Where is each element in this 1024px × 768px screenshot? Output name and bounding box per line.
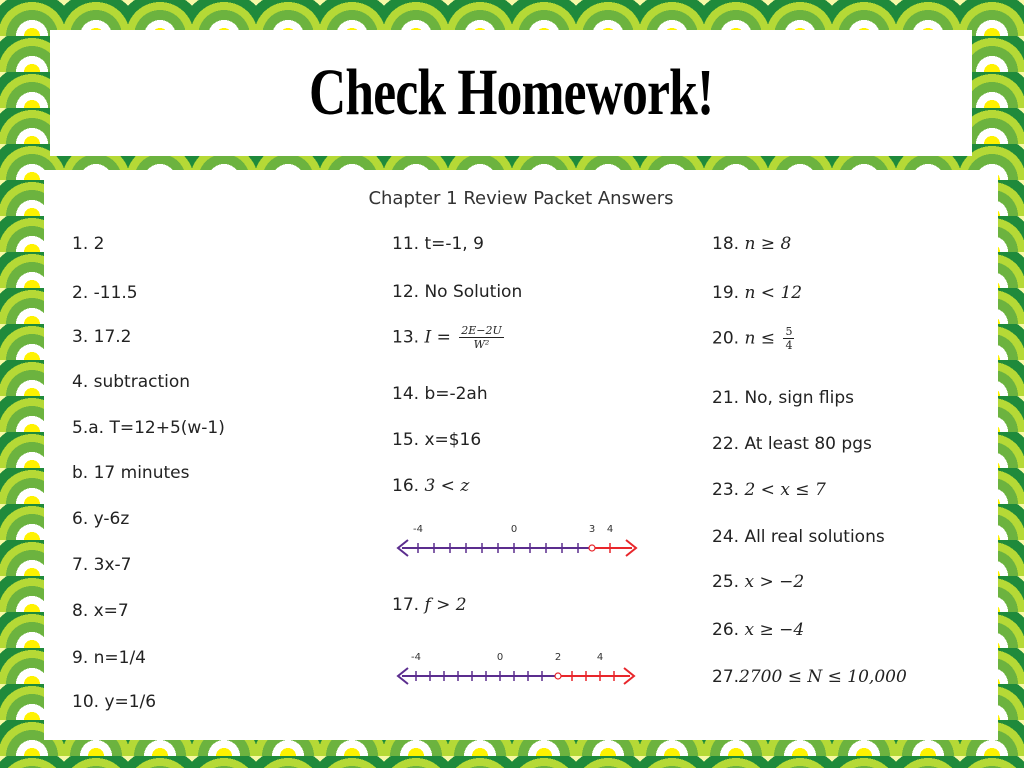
answer-sheet	[44, 170, 998, 740]
answer-20-expr: n ≤	[744, 328, 776, 349]
answer-16	[392, 476, 469, 496]
answer-24: 24. All real solutions	[712, 527, 885, 547]
answer-25-number: 25.	[712, 572, 740, 592]
answer-14: 14. b=-2ah	[392, 384, 488, 404]
answer-17-number: 17.	[392, 595, 420, 615]
answer-7: 7. 3x-7	[72, 555, 132, 575]
answer-13-lhs: I =	[424, 327, 451, 348]
number-line-16	[394, 518, 644, 564]
answer-23-expr: 2 < x ≤ 7	[744, 480, 826, 500]
answer-5b: b. 17 minutes	[72, 463, 190, 483]
number-line-17-open-point	[555, 673, 561, 679]
answer-25	[712, 572, 804, 592]
answer-26-number: 26.	[712, 620, 740, 640]
answer-19-expr: n < 12	[744, 283, 803, 303]
answer-18-number: 18.	[712, 234, 740, 254]
answer-20-fraction	[783, 325, 794, 352]
answer-15: 15. x=$16	[392, 430, 482, 450]
answer-18	[712, 234, 791, 254]
answer-19-number: 19.	[712, 283, 740, 303]
answer-12: 12. No Solution	[392, 282, 523, 302]
answer-18-expr: n ≥ 8	[744, 234, 792, 254]
answer-13-number: 13.	[392, 327, 420, 348]
answer-9: 9. n=1/4	[72, 648, 147, 668]
answer-27	[712, 667, 907, 687]
answer-26-expr: x ≥ −4	[744, 620, 805, 640]
answer-20	[712, 325, 794, 352]
answer-21: 21. No, sign flips	[712, 388, 854, 408]
answer-13	[392, 324, 504, 351]
answer-20-numerator: 5	[785, 325, 793, 338]
answer-23	[712, 480, 826, 500]
answer-2: 2. -11.5	[72, 283, 138, 303]
answer-11: 11. t=-1, 9	[392, 234, 484, 254]
number-line-17-label-d: 4	[596, 652, 604, 663]
answer-13-numerator: 2E−2U	[461, 324, 502, 337]
answer-6: 6. y-6z	[72, 509, 130, 529]
number-line-16-label-d: 4	[606, 524, 614, 535]
number-line-16-open-point	[589, 545, 595, 551]
answer-16-expr: 3 < z	[424, 476, 470, 496]
answer-8: 8. x=7	[72, 601, 129, 621]
title-banner	[50, 30, 972, 156]
packet-heading: Chapter 1 Review Packet Answers	[368, 188, 674, 209]
answer-1: 1. 2	[72, 234, 105, 254]
answer-17-expr: f > 2	[424, 595, 467, 615]
answer-20-number: 20.	[712, 328, 740, 349]
answer-5a: 5.a. T=12+5(w-1)	[72, 418, 225, 438]
answer-3: 3. 17.2	[72, 327, 132, 347]
number-line-17	[394, 646, 644, 692]
answer-13-denominator: W²	[473, 338, 490, 351]
page-title: Check Homework!	[308, 56, 714, 129]
answer-13-fraction	[459, 324, 504, 351]
answer-26	[712, 620, 804, 640]
answer-16-number: 16.	[392, 476, 420, 496]
number-line-17-label-a: -4	[411, 652, 421, 663]
answer-25-expr: x > −2	[744, 572, 805, 592]
number-line-16-label-a: -4	[413, 524, 423, 535]
answer-22: 22. At least 80 pgs	[712, 434, 872, 454]
answer-17	[392, 595, 467, 615]
answer-10: 10. y=1/6	[72, 692, 157, 712]
answer-20-denominator: 4	[785, 339, 793, 352]
number-line-17-label-c: 2	[554, 652, 562, 663]
answer-19	[712, 283, 802, 303]
answer-4: 4. subtraction	[72, 372, 191, 392]
answer-27-expr: 2700 ≤ N ≤ 10,000	[739, 667, 907, 687]
number-line-16-label-b: 0	[510, 524, 518, 535]
answer-27-number: 27.	[712, 667, 740, 687]
number-line-16-label-c: 3	[588, 524, 596, 535]
number-line-17-label-b: 0	[496, 652, 504, 663]
answer-23-number: 23.	[712, 480, 740, 500]
